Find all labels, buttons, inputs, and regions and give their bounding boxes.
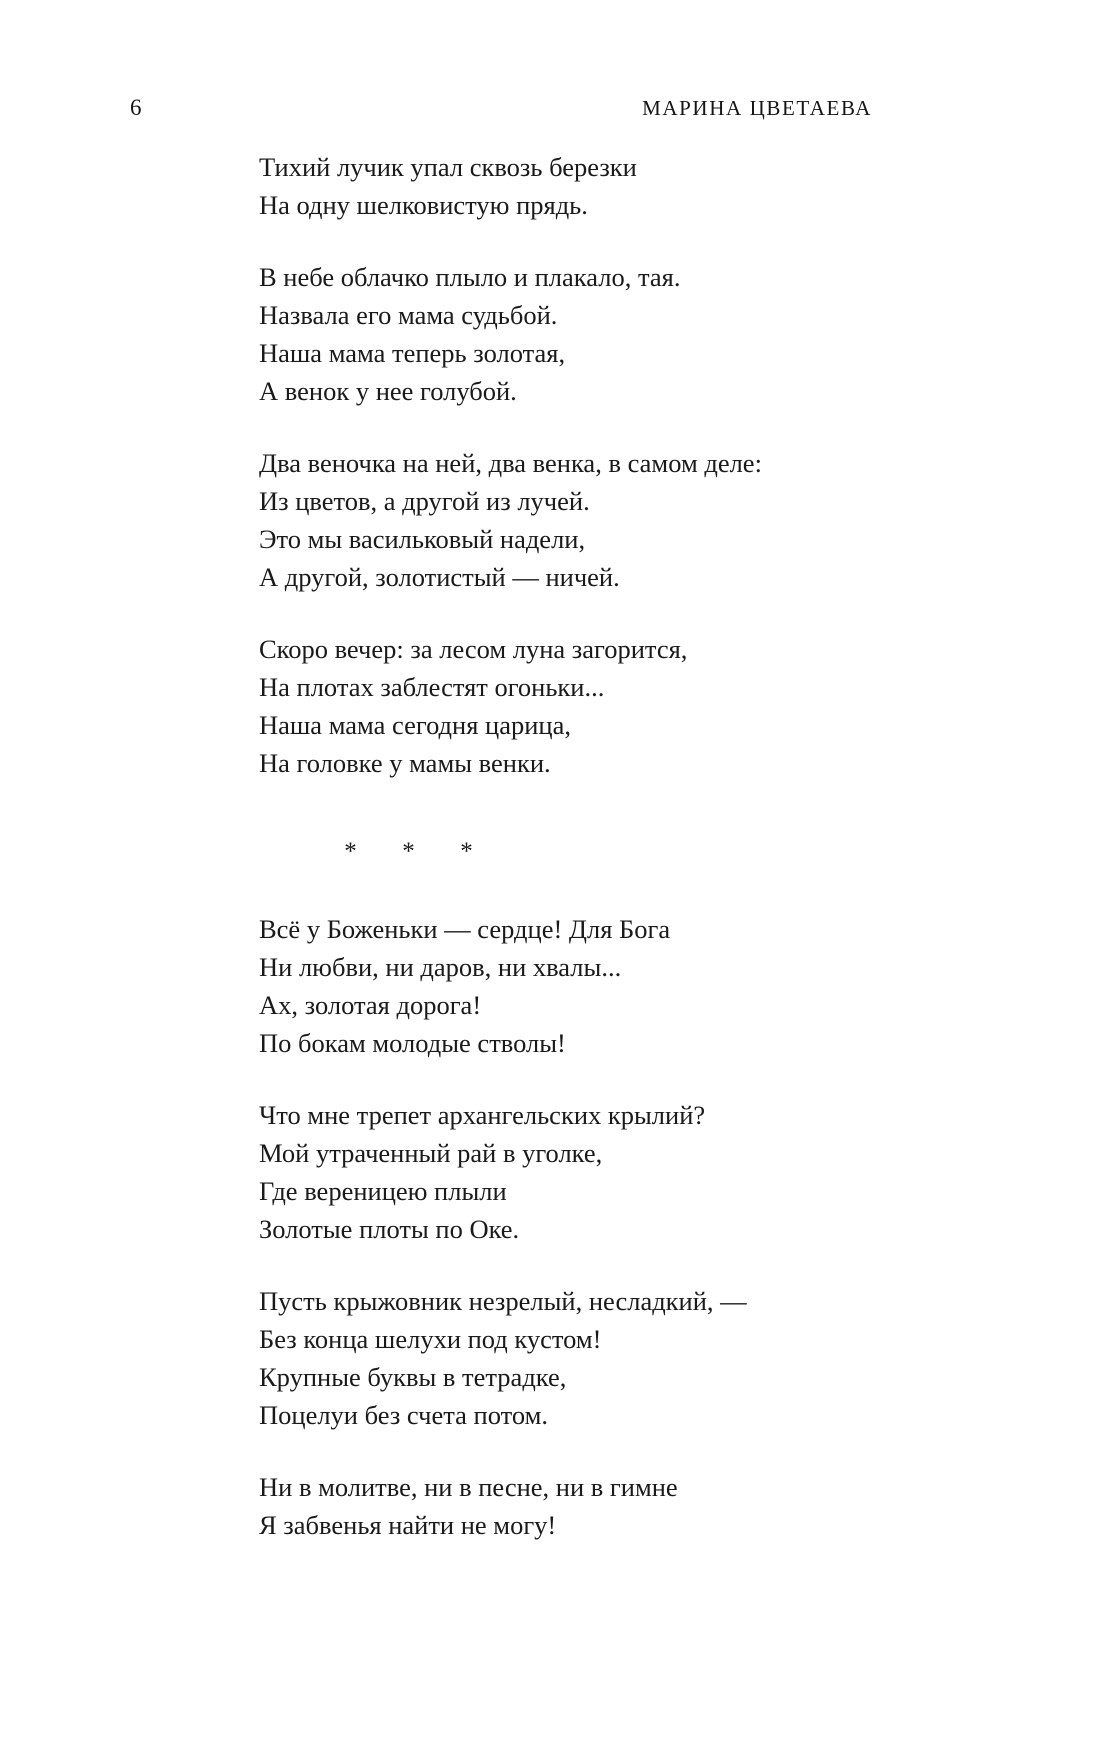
poem-line: В небе облачко плыло и плакало, тая.: [259, 262, 681, 292]
poem-line: Из цветов, а другой из лучей.: [259, 486, 590, 516]
poem-line: Это мы васильковый надели,: [259, 524, 586, 554]
poem-line: Я забвенья найти не могу!: [259, 1510, 557, 1540]
poem-line: На плотах заблестят огоньки...: [259, 672, 605, 702]
poem-line: На головке у мамы венки.: [259, 748, 551, 778]
poem-line: По бокам молодые стволы!: [259, 1028, 566, 1058]
running-head-author: МАРИНА ЦВЕТАЕВА: [642, 96, 872, 120]
poem-body: [259, 148, 899, 1544]
poem-line: Мой утраченный рай в уголке,: [259, 1138, 603, 1168]
stanza: [259, 1468, 899, 1544]
poem-line: Пусть крыжовник незрелый, несладкий, —: [259, 1286, 747, 1316]
stanza: [259, 910, 899, 1062]
page-number: 6: [130, 95, 142, 120]
poem-line: Наша мама сегодня царица,: [259, 710, 571, 740]
poem-line: Поцелуи без счета потом.: [259, 1400, 548, 1430]
poem-line: Крупные буквы в тетрадке,: [259, 1362, 567, 1392]
running-head: [0, 92, 1100, 124]
poem-line: Назвала его мама судьбой.: [259, 300, 558, 330]
poem-line: Скоро вечер: за лесом луна загорится,: [259, 634, 688, 664]
poem-line: Тихий лучик упал сквозь березки: [259, 152, 637, 182]
poem-line: Золотые плоты по Оке.: [259, 1214, 520, 1244]
poem-line: Где вереницею плыли: [259, 1176, 507, 1206]
poem-line: Всё у Боженьки — сердце! Для Бога: [259, 914, 671, 944]
poem-line: Два веночка на ней, два венка, в самом деле:: [259, 448, 762, 478]
stanza: [259, 630, 899, 782]
poem-line: Без конца шелухи под кустом!: [259, 1324, 602, 1354]
poem-line: На одну шелковистую прядь.: [259, 190, 588, 220]
poem-2: [259, 910, 899, 1544]
poem-line: Ни любви, ни даров, ни хвалы...: [259, 952, 622, 982]
poem-line: Наша мама теперь золотая,: [259, 338, 566, 368]
poem-line: Что мне трепет архангельских крылий?: [259, 1100, 706, 1130]
stanza: [259, 1282, 899, 1434]
stanza: [259, 258, 899, 410]
poem-line: А венок у нее голубой.: [259, 376, 517, 406]
stanza: [259, 1096, 899, 1248]
poem-line: Ни в молитве, ни в песне, ни в гимне: [259, 1472, 678, 1502]
poem-1: [259, 148, 899, 782]
asterisk-separator-glyphs: * * *: [344, 838, 484, 865]
poem-line: А другой, золотистый — ничей.: [259, 562, 620, 592]
stanza: [259, 148, 899, 224]
asterisk-separator: [259, 838, 899, 866]
stanza: [259, 444, 899, 596]
poem-line: Ах, золотая дорога!: [259, 990, 482, 1020]
